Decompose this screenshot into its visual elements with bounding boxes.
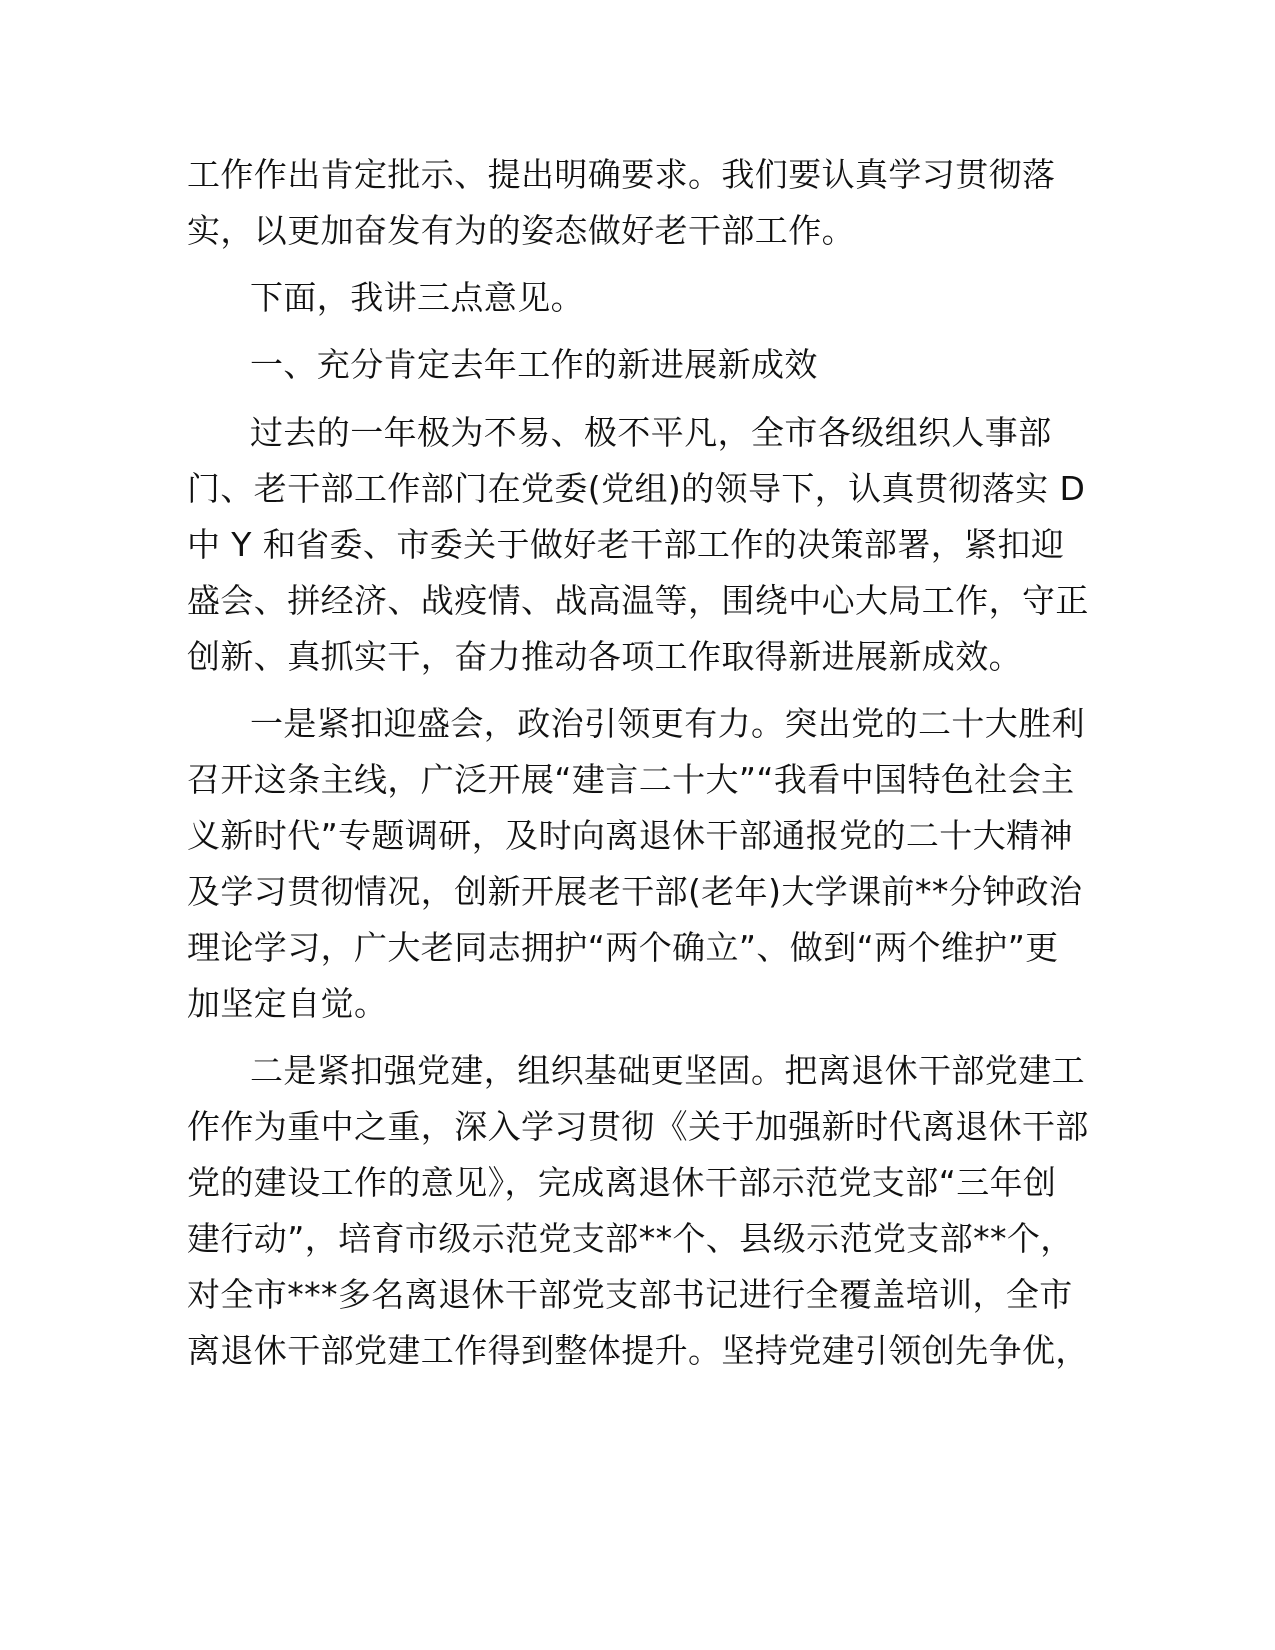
body-text-line: 对全市***多名离退休干部党支部书记进行全覆盖培训，全市 [187, 1275, 1073, 1314]
body-text-line: 中 Y 和省委、市委关于做好老干部工作的决策部署，紧扣迎 [187, 525, 1065, 564]
body-text-line: 理论学习，广大老同志拥护“两个确立”、做到“两个维护”更 [187, 928, 1059, 967]
body-text-line: 离退休干部党建工作得到整体提升。坚持党建引领创先争优， [187, 1331, 1089, 1370]
section-heading: 一、充分肯定去年工作的新进展新成效 [250, 345, 818, 384]
body-text-line: 下面，我讲三点意见。 [250, 278, 584, 317]
body-text-line: 盛会、拼经济、战疫情、战高温等，围绕中心大局工作，守正 [187, 581, 1089, 620]
body-text-line: 工作作出肯定批示、提出明确要求。我们要认真学习贯彻落 [187, 155, 1056, 194]
body-text-line: 加坚定自觉。 [187, 984, 388, 1023]
body-text-line: 实，以更加奋发有为的姿态做好老干部工作。 [187, 211, 855, 250]
body-text-line: 门、老干部工作部门在党委(党组)的领导下，认真贯彻落实 D [187, 469, 1086, 508]
body-text-line: 召开这条主线，广泛开展“建言二十大”“我看中国特色社会主 [187, 760, 1075, 799]
body-text-line: 创新、真抓实干，奋力推动各项工作取得新进展新成效。 [187, 637, 1022, 676]
body-text-line: 过去的一年极为不易、极不平凡，全市各级组织人事部 [250, 413, 1052, 452]
body-text-line: 义新时代”专题调研，及时向离退休干部通报党的二十大精神 [187, 816, 1073, 855]
body-text-line: 建行动”，培育市级示范党支部**个、县级示范党支部**个， [187, 1219, 1074, 1258]
body-text-line: 二是紧扣强党建，组织基础更坚固。把离退休干部党建工 [250, 1051, 1085, 1090]
body-text-line: 及学习贯彻情况，创新开展老干部(老年)大学课前**分钟政治 [187, 872, 1083, 911]
body-text-line: 作作为重中之重，深入学习贯彻《关于加强新时代离退休干部 [187, 1107, 1089, 1146]
body-text-line: 党的建设工作的意见》，完成离退休干部示范党支部“三年创 [187, 1163, 1057, 1202]
body-text-line: 一是紧扣迎盛会，政治引领更有力。突出党的二十大胜利 [250, 704, 1085, 743]
